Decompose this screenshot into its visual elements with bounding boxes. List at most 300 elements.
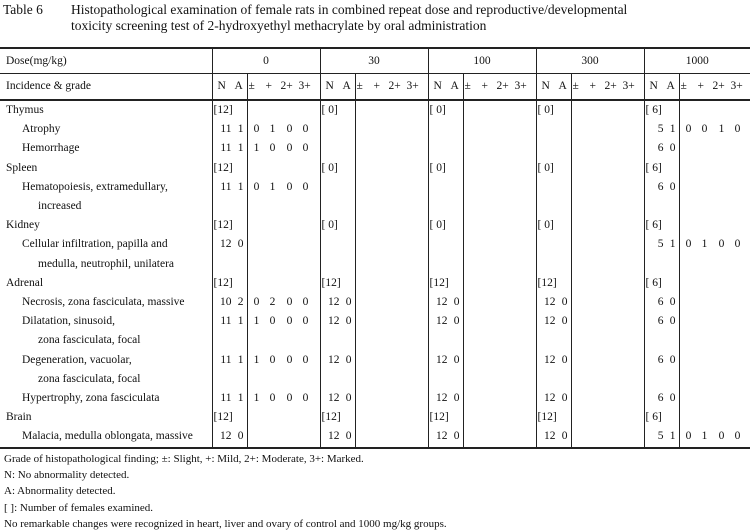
- grade-header-label: 3+: [514, 80, 527, 92]
- a-count: 1: [669, 238, 676, 251]
- grade-header: [463, 74, 536, 101]
- na-cell: [212, 120, 247, 139]
- finding-row: [0, 312, 750, 331]
- grade-cell: [247, 197, 320, 216]
- finding-label: Malacia, medulla oblongata, massive: [0, 427, 212, 447]
- na-cell: [320, 178, 355, 197]
- na-cell: [428, 255, 463, 274]
- na-cell: [212, 216, 247, 235]
- examined-count: [12]: [213, 276, 233, 289]
- grade-cell: [571, 235, 644, 254]
- na-cell: [536, 235, 571, 254]
- grade-cell: [355, 197, 428, 216]
- na-cell: [536, 427, 571, 447]
- na-cell: [644, 100, 679, 120]
- grade-cell: [247, 178, 320, 197]
- na-cell: [320, 255, 355, 274]
- grade-header-label: 2+: [388, 80, 401, 92]
- examined-count: [ 0]: [429, 161, 446, 174]
- grade-count: 0: [701, 123, 708, 136]
- na-cell: [320, 351, 355, 370]
- na-cell: [536, 408, 571, 427]
- grade-cell: [679, 120, 750, 139]
- na-cell: [212, 139, 247, 158]
- na-cell: [536, 274, 571, 293]
- n-count: 12: [544, 430, 556, 443]
- na-cell: [644, 274, 679, 293]
- dose-header: 300: [536, 48, 644, 74]
- organ-row: [0, 159, 750, 178]
- grade-cell: [463, 197, 536, 216]
- examined-count: [ 0]: [321, 104, 338, 116]
- a-count: 0: [669, 353, 676, 366]
- na-cell: [320, 159, 355, 178]
- table-title-line-1: Histopathological examination of female rats in combined repeat dose and reproductive/developmental: [71, 2, 628, 17]
- n-count: 12: [436, 430, 448, 443]
- examined-count: [12]: [537, 411, 557, 424]
- na-cell: [536, 139, 571, 158]
- grade-cell: [679, 255, 750, 274]
- na-cell: [428, 159, 463, 178]
- na-cell: [536, 100, 571, 120]
- examined-count: [ 0]: [429, 104, 446, 116]
- na-cell: [212, 255, 247, 274]
- na-cell: [320, 427, 355, 447]
- grade-cell: [355, 100, 428, 120]
- organ-label: Adrenal: [6, 276, 44, 289]
- header-incidence-row: [0, 74, 750, 101]
- n-count: 12: [328, 430, 340, 443]
- grade-count: 0: [302, 315, 309, 328]
- na-cell: [428, 216, 463, 235]
- n-count: 5: [657, 238, 664, 251]
- n-count: 11: [220, 353, 232, 366]
- grade-cell: [247, 100, 320, 120]
- grade-count: 1: [253, 353, 260, 366]
- grade-cell: [679, 427, 750, 447]
- na-cell: [320, 293, 355, 312]
- grade-cell: [247, 331, 320, 350]
- na-cell: [212, 100, 247, 120]
- n-count: 12: [544, 296, 556, 309]
- na-cell: [320, 235, 355, 254]
- na-header: [536, 74, 571, 101]
- grade-cell: [571, 120, 644, 139]
- n-count: 12: [436, 315, 448, 328]
- n-count: 6: [657, 353, 664, 366]
- na-cell: [320, 370, 355, 389]
- finding-label: medulla, neutrophil, unilatera: [38, 257, 175, 270]
- grade-cell: [355, 178, 428, 197]
- examined-count: [12]: [213, 219, 233, 232]
- grade-header: [679, 74, 750, 101]
- na-cell: [644, 351, 679, 370]
- na-cell: [212, 389, 247, 408]
- n-count: 10: [220, 296, 232, 309]
- grade-cell: [355, 427, 428, 447]
- na-cell: [644, 120, 679, 139]
- na-cell: [536, 370, 571, 389]
- grade-cell: [247, 312, 320, 331]
- na-cell: [644, 370, 679, 389]
- na-cell: [536, 255, 571, 274]
- na-cell: [428, 197, 463, 216]
- grade-cell: [571, 100, 644, 120]
- na-cell: [644, 178, 679, 197]
- a-count: 1: [237, 180, 244, 193]
- grade-count: 0: [286, 123, 293, 136]
- na-cell: [320, 139, 355, 158]
- n-count: 5: [657, 430, 664, 443]
- grade-count: 0: [269, 392, 276, 405]
- n-count: 6: [657, 296, 664, 309]
- finding-row: [0, 235, 750, 254]
- grade-cell: [247, 255, 320, 274]
- na-cell: [320, 120, 355, 139]
- grade-header-label: +: [481, 80, 488, 92]
- a-count: 0: [345, 392, 352, 405]
- n-header: N: [649, 80, 658, 92]
- grade-count: 1: [269, 123, 276, 136]
- n-count: 11: [220, 142, 232, 155]
- examined-count: [ 0]: [537, 104, 554, 116]
- a-header: A: [342, 80, 351, 92]
- grade-cell: [679, 293, 750, 312]
- grade-count: 1: [701, 238, 708, 251]
- grade-cell: [571, 274, 644, 293]
- grade-count: 1: [253, 315, 260, 328]
- na-header: [428, 74, 463, 101]
- grade-header-label: 2+: [712, 80, 725, 92]
- finding-row: [0, 293, 750, 312]
- grade-cell: [679, 274, 750, 293]
- na-header: [644, 74, 679, 101]
- grade-cell: [463, 255, 536, 274]
- n-count: 6: [657, 392, 664, 405]
- grade-header-label: 2+: [280, 80, 293, 92]
- grade-count: 0: [253, 180, 260, 193]
- na-cell: [212, 408, 247, 427]
- na-cell: [212, 293, 247, 312]
- grade-count: 0: [253, 296, 260, 309]
- examined-count: [12]: [537, 276, 557, 289]
- grade-count: 1: [269, 180, 276, 193]
- n-count: 6: [657, 315, 664, 328]
- grade-count: 0: [286, 353, 293, 366]
- a-count: 1: [669, 123, 676, 136]
- grade-count: 0: [685, 238, 692, 251]
- finding-label: increased: [38, 200, 82, 213]
- grade-cell: [463, 389, 536, 408]
- na-cell: [212, 370, 247, 389]
- finding-label: Hemorrhage: [22, 142, 80, 155]
- grade-cell: [679, 351, 750, 370]
- a-count: 0: [237, 238, 244, 251]
- grade-cell: [463, 139, 536, 158]
- a-count: 2: [237, 296, 244, 309]
- grade-count: 0: [269, 353, 276, 366]
- na-cell: [212, 235, 247, 254]
- n-count: 5: [657, 123, 664, 136]
- grade-cell: [571, 159, 644, 178]
- grade-cell: [679, 197, 750, 216]
- grade-cell: [571, 139, 644, 158]
- na-cell: [428, 235, 463, 254]
- grade-cell: [463, 274, 536, 293]
- finding-row: [0, 427, 750, 447]
- grade-cell: [247, 159, 320, 178]
- finding-row: [0, 197, 750, 216]
- a-count: 1: [669, 430, 676, 443]
- organ-label: Thymus: [6, 104, 44, 116]
- histopathology-table: [0, 47, 750, 449]
- finding-row: [0, 120, 750, 139]
- grade-count: 0: [734, 430, 741, 443]
- na-cell: [320, 389, 355, 408]
- na-header: [320, 74, 355, 101]
- organ-label: Brain: [6, 411, 32, 424]
- grade-header-label: +: [265, 80, 272, 92]
- grade-cell: [679, 312, 750, 331]
- a-count: 0: [453, 315, 460, 328]
- na-cell: [644, 255, 679, 274]
- na-cell: [428, 120, 463, 139]
- na-cell: [428, 178, 463, 197]
- grade-cell: [247, 216, 320, 235]
- grade-header-label: 3+: [730, 80, 743, 92]
- grade-header: [355, 74, 428, 101]
- organ-row: [0, 216, 750, 235]
- a-count: 1: [237, 392, 244, 405]
- na-cell: [536, 389, 571, 408]
- grade-cell: [355, 389, 428, 408]
- na-cell: [428, 293, 463, 312]
- na-cell: [644, 293, 679, 312]
- grade-cell: [355, 331, 428, 350]
- grade-header: [247, 74, 320, 101]
- a-count: 0: [453, 296, 460, 309]
- finding-row: [0, 351, 750, 370]
- finding-label: Dilatation, sinusoid,: [22, 315, 115, 328]
- a-count: 0: [345, 296, 352, 309]
- grade-cell: [247, 120, 320, 139]
- finding-label: Degeneration, vacuolar,: [22, 353, 132, 366]
- na-cell: [644, 389, 679, 408]
- grade-count: 0: [685, 430, 692, 443]
- footnote-grade-legend: Grade of histopathological finding; ±: Slight, +: Mild, 2+: Moderate, 3+: Marked.: [4, 453, 364, 465]
- grade-cell: [571, 293, 644, 312]
- grade-cell: [679, 216, 750, 235]
- n-count: 12: [544, 353, 556, 366]
- footnote-remark: No remarkable changes were recognized in heart, liver and ovary of control and 1000 mg/kg groups.: [4, 517, 447, 530]
- grade-count: 0: [302, 353, 309, 366]
- grade-header-label: ±: [464, 80, 471, 92]
- dose-header: 1000: [644, 48, 750, 74]
- grade-cell: [571, 216, 644, 235]
- a-count: 0: [561, 430, 568, 443]
- a-header: A: [234, 80, 243, 92]
- finding-label: Hypertrophy, zona fasciculata: [22, 392, 160, 405]
- grade-count: 0: [286, 142, 293, 155]
- grade-count: 0: [302, 180, 309, 193]
- na-cell: [536, 216, 571, 235]
- na-cell: [644, 408, 679, 427]
- na-cell: [428, 351, 463, 370]
- finding-label: zona fasciculata, focal: [38, 372, 141, 385]
- n-count: 11: [220, 315, 232, 328]
- grade-cell: [463, 216, 536, 235]
- a-count: 0: [561, 353, 568, 366]
- grade-count: 1: [718, 123, 725, 136]
- finding-row: [0, 139, 750, 158]
- na-cell: [212, 312, 247, 331]
- grade-header-label: 3+: [622, 80, 635, 92]
- a-count: 0: [669, 142, 676, 155]
- incidence-label: Incidence & grade: [0, 74, 212, 101]
- na-cell: [428, 427, 463, 447]
- na-cell: [320, 312, 355, 331]
- grade-count: 0: [286, 296, 293, 309]
- grade-cell: [355, 351, 428, 370]
- grade-count: 0: [253, 123, 260, 136]
- table-footnotes: [4, 451, 447, 532]
- n-count: 12: [436, 353, 448, 366]
- a-count: 0: [669, 315, 676, 328]
- grade-header-label: 3+: [298, 80, 311, 92]
- examined-count: [ 0]: [537, 219, 554, 232]
- a-count: 0: [345, 353, 352, 366]
- grade-cell: [463, 312, 536, 331]
- grade-cell: [679, 370, 750, 389]
- examined-count: [12]: [213, 104, 233, 116]
- dose-header: 0: [212, 48, 320, 74]
- a-count: 0: [669, 392, 676, 405]
- a-count: 0: [669, 180, 676, 193]
- a-count: 0: [453, 392, 460, 405]
- grade-cell: [571, 427, 644, 447]
- grade-cell: [679, 235, 750, 254]
- grade-count: 2: [269, 296, 276, 309]
- n-count: 11: [220, 392, 232, 405]
- grade-cell: [679, 159, 750, 178]
- examined-count: [12]: [213, 411, 233, 424]
- grade-count: 1: [253, 392, 260, 405]
- na-cell: [536, 178, 571, 197]
- a-count: 0: [453, 353, 460, 366]
- grade-cell: [571, 370, 644, 389]
- na-cell: [428, 100, 463, 120]
- grade-header: [571, 74, 644, 101]
- grade-cell: [355, 159, 428, 178]
- na-cell: [212, 331, 247, 350]
- grade-cell: [571, 178, 644, 197]
- grade-cell: [679, 139, 750, 158]
- grade-count: 0: [685, 123, 692, 136]
- na-cell: [536, 159, 571, 178]
- na-cell: [212, 274, 247, 293]
- n-header: N: [217, 80, 226, 92]
- grade-cell: [355, 312, 428, 331]
- grade-header-label: 2+: [496, 80, 509, 92]
- examined-count: [ 6]: [645, 104, 662, 116]
- na-cell: [320, 100, 355, 120]
- grade-cell: [247, 370, 320, 389]
- finding-label: zona fasciculata, focal: [38, 334, 141, 347]
- finding-label: Hematopoiesis, extramedullary,: [22, 180, 168, 193]
- n-count: 6: [657, 180, 664, 193]
- examined-count: [ 6]: [645, 411, 662, 424]
- grade-cell: [247, 235, 320, 254]
- organ-row: [0, 408, 750, 427]
- examined-count: [ 6]: [645, 161, 662, 174]
- grade-cell: [679, 408, 750, 427]
- na-cell: [320, 408, 355, 427]
- examined-count: [12]: [321, 276, 341, 289]
- grade-cell: [247, 293, 320, 312]
- grade-header-label: +: [589, 80, 596, 92]
- a-count: 1: [237, 315, 244, 328]
- na-cell: [644, 427, 679, 447]
- examined-count: [ 6]: [645, 276, 662, 289]
- grade-cell: [355, 293, 428, 312]
- dose-label: Dose(mg/kg): [0, 48, 212, 74]
- n-count: 12: [220, 238, 232, 251]
- n-count: 12: [328, 353, 340, 366]
- na-cell: [320, 197, 355, 216]
- a-count: 0: [237, 430, 244, 443]
- grade-header-label: +: [697, 80, 704, 92]
- a-count: 1: [237, 353, 244, 366]
- a-count: 0: [669, 296, 676, 309]
- n-count: 11: [220, 180, 232, 193]
- grade-count: 0: [269, 315, 276, 328]
- grade-cell: [571, 351, 644, 370]
- na-cell: [212, 427, 247, 447]
- grade-count: 0: [286, 180, 293, 193]
- header-dose-row: [0, 48, 750, 74]
- examined-count: [12]: [429, 276, 449, 289]
- grade-cell: [355, 255, 428, 274]
- organ-row: [0, 100, 750, 120]
- grade-cell: [247, 408, 320, 427]
- a-count: 0: [345, 315, 352, 328]
- dose-header: 100: [428, 48, 536, 74]
- a-header: A: [450, 80, 459, 92]
- grade-count: 0: [734, 123, 741, 136]
- finding-row: [0, 255, 750, 274]
- grade-cell: [247, 274, 320, 293]
- a-count: 0: [345, 430, 352, 443]
- na-cell: [536, 331, 571, 350]
- examined-count: [12]: [213, 161, 233, 174]
- n-count: 12: [544, 315, 556, 328]
- grade-header-label: +: [373, 80, 380, 92]
- grade-cell: [463, 235, 536, 254]
- na-cell: [428, 370, 463, 389]
- grade-cell: [463, 100, 536, 120]
- grade-cell: [463, 159, 536, 178]
- grade-count: 0: [269, 142, 276, 155]
- examined-count: [ 0]: [321, 161, 338, 174]
- grade-count: 0: [302, 123, 309, 136]
- grade-cell: [571, 312, 644, 331]
- grade-cell: [247, 139, 320, 158]
- na-cell: [428, 331, 463, 350]
- grade-cell: [679, 100, 750, 120]
- grade-cell: [247, 427, 320, 447]
- na-cell: [320, 274, 355, 293]
- footnote-n-legend: N: No abnormality detected.: [4, 469, 130, 482]
